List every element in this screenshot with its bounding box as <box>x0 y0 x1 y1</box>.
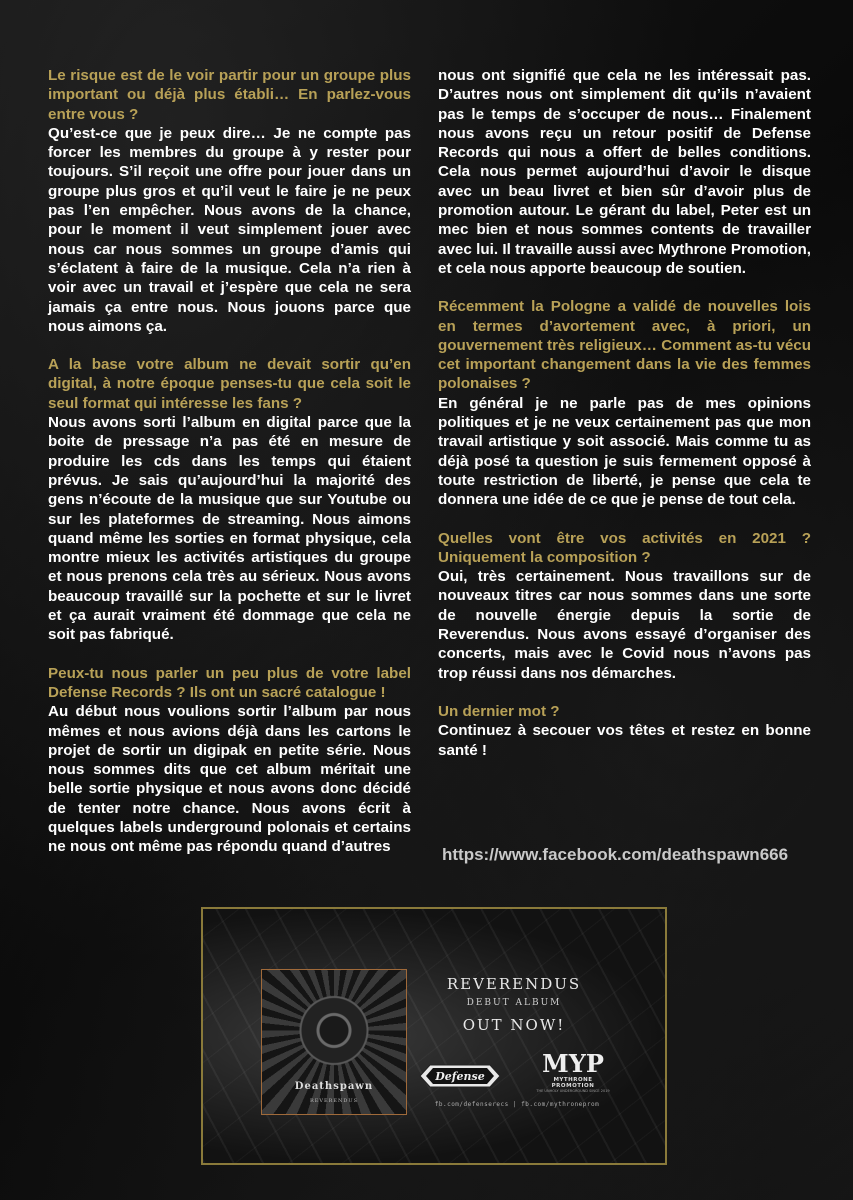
question-6: Un dernier mot ? <box>438 702 560 720</box>
banner-out-now: OUT NOW! <box>462 1016 566 1034</box>
answer-4: En général je ne parle pas de mes opinions politiques et je ne veux certainement pas que mon travail artistique y soit associé. Mais comme tu as déjà posé ta question je suis fermement opposé à toute restriction de liberté, je pense que cela te donnera une idée de ce que je pense de tout cela. <box>438 394 811 509</box>
banner-subtitle: DEBUT ALBUM <box>466 998 562 1008</box>
myp-name: MYTHRONE PROMOTION <box>551 1077 595 1089</box>
left-column <box>48 66 411 857</box>
defense-logo-text: Defense <box>435 1070 485 1083</box>
answer-3: Au début nous voulions sortir l’album par nous mêmes et nous avions déjà dans les cartons le projet de sortir un digipak en petite série. Nous nous sommes dits que cet album méritait une belle sortie physique et nous avons donc décidé de tenter notre chance. Nous avons écrit à quelques labels underground polonais et certains ne nous ont même pas répondu quand d’autres <box>48 703 411 856</box>
question-1: Le risque est de le voir partir pour un groupe plus important ou déjà plus établi… En parlez-vous entre vous ? <box>48 67 411 123</box>
right-column <box>438 66 811 760</box>
defense-records-logo <box>416 1059 504 1093</box>
answer-3-continued: nous ont signifié que cela ne les intéressait pas. D’autres nous ont simplement dit qu’ils n’avaient pas le temps de s’occuper de nous… Finalement nous avons reçu un retour positif de Defense Records qui nous a offert de belles conditions. Cela nous permet aujourd’hui d’avoir le disque avec un beau livret et bien sûr d’avoir plus de promotion autour. Le gérant du label, Peter est un mec bien et nous sommes contents de travailler avec lui. Il travaille aussi avec Mythrone Promotion, et cela nous apporte beaucoup de soutien. <box>438 67 811 277</box>
question-5: Quelles vont être vos activités en 2021 ? Uniquement la composition ? <box>438 529 811 566</box>
answer-6: Continuez à secouer vos têtes et restez en bonne santé ! <box>438 722 811 759</box>
banner-title: REVERENDUS <box>446 975 582 993</box>
question-3: Peux-tu nous parler un peu plus de votre label Defense Records ? Ils ont un sacré catalogue ! <box>48 664 411 701</box>
cover-band-logo: Deathspawn <box>294 1081 374 1092</box>
cover-album-title: REVERENDUS <box>309 1098 359 1104</box>
answer-5: Oui, très certainement. Nous travaillons sur de nouveaux titres car nous sommes dans une sorte de nouvelle énergie depuis la sortie de Reverendus. Nous avons essayé d’organiser des concerts, mais avec le Covid nous n’avons pas trop réussi dans nos démarches. <box>438 568 811 682</box>
answer-1: Qu’est-ce que je peux dire… Je ne compte pas forcer les membres du groupe à y rester pour toujours. S’il reçoit une offre pour jouer dans un groupe plus gros et qu’il veut le faire je ne peux pas l’en empêcher. Nous avons de la chance, pour le moment il veut simplement jouer avec nous car nous sommes un groupe d’amis qui s’éclatent à faire de la musique. Cela n’a rien à voir avec un travail et j’espère que cela ne sera jamais ça entre nous. Nous jouons parce que nous aimons ça. <box>48 124 411 335</box>
facebook-link[interactable]: https://www.facebook.com/deathspawn666 <box>442 845 789 864</box>
answer-2: Nous avons sorti l’album en digital parce que la boite de pressage n’a pas été en mesure de produire les cds dans les temps qui étaient prévus. Je sais qu’aujourd’hui la majorité des gens n’écoute de la musique que sur Youtube ou sur les plateformes de streaming. Nous aimons quand même les sorties en format physique, cela montre mieux les activités artistiques du groupe et nous prenons cela très au sérieux. Nous avons beaucoup travaillé sur la pochette et sur le livret et ça aurait vraiment été dommage que cela ne soit pas fabriqué. <box>48 414 411 644</box>
mythrone-promotion-logo <box>533 1051 613 1107</box>
album-cover <box>261 969 407 1115</box>
album-banner <box>201 907 667 1165</box>
question-2: A la base votre album ne devait sortir qu’en digital, à notre époque penses-tu que cela soit le seul format qui intéresse les fans ? <box>48 356 411 412</box>
myp-mark: MYP <box>542 1049 604 1078</box>
banner-links: fb.com/defenserecs | fb.com/mythroneprom <box>434 1101 600 1108</box>
question-4: Récemment la Pologne a validé de nouvelles lois en termes d’avortement avec, à priori, un gouvernement très religieux… Comment as-tu vécu cet important changement dans la vie des femmes polonaises ? <box>438 298 811 393</box>
myp-tagline: THE UNHOLY UNDERGROUND SINCE 2019 <box>536 1089 610 1093</box>
